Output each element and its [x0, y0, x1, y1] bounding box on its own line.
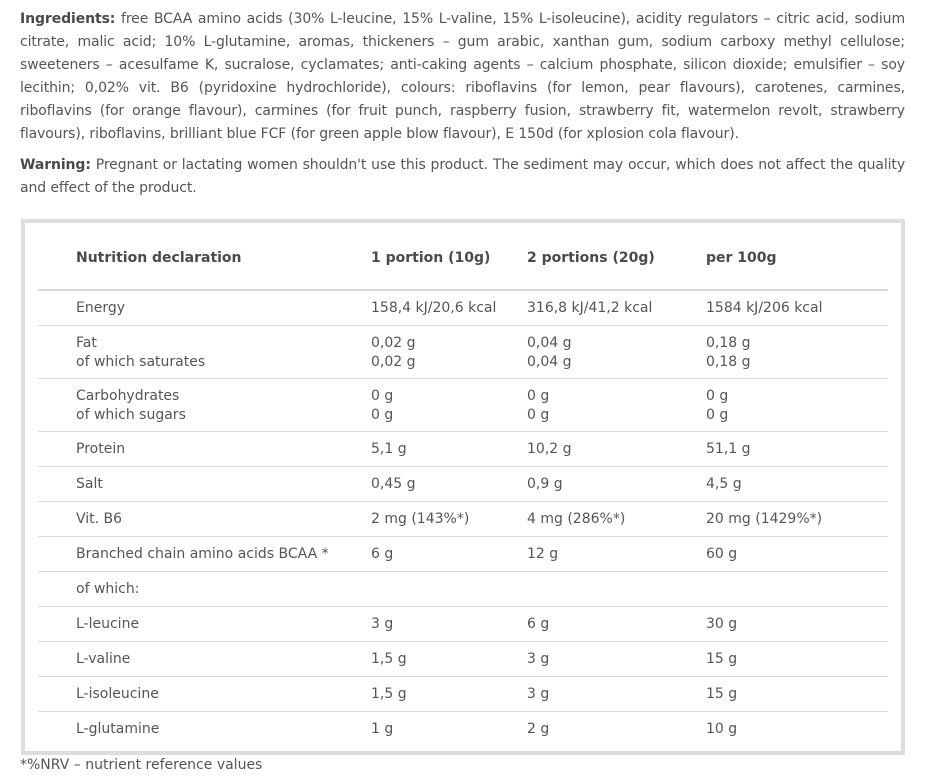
- nutrient-name: L-glutamine: [76, 721, 160, 737]
- value-2-portions: 12 g: [527, 546, 559, 562]
- value-2-portions: 316,8 kJ/41,2 kcal: [527, 300, 653, 316]
- value-sub: 0,02 g: [371, 354, 416, 370]
- value-per-100g: 30 g: [706, 616, 738, 632]
- value-per-100g: 1584 kJ/206 kcal: [706, 300, 823, 316]
- value-1-portion: 2 mg (143%*): [371, 511, 470, 527]
- ingredients-label: Ingredients:: [20, 11, 116, 27]
- value-per-100g: 10 g: [706, 721, 738, 737]
- value-1-portion: 3 g: [371, 616, 394, 632]
- nutrient-main: Fat: [76, 335, 97, 351]
- value-per-100g: 51,1 g: [706, 441, 751, 457]
- nutrient-name: Protein: [76, 441, 126, 457]
- header-per-100g: per 100g: [706, 250, 777, 266]
- nutrient-sub: of which sugars: [76, 407, 186, 423]
- value-1-portion: 0,45 g: [371, 476, 416, 492]
- nutrient-sub: of which saturates: [76, 354, 206, 370]
- warning-text: Pregnant or lactating women shouldn't use this product. The sediment may occur, which does not affect the quality and effect of the product.: [20, 157, 905, 196]
- value-1-portion: 1,5 g: [371, 651, 407, 667]
- value-2-portions: 10,2 g: [527, 441, 572, 457]
- nutrient-main: Carbohydrates: [76, 388, 180, 404]
- table-row-l-leucine: [38, 607, 888, 642]
- nutrient-name: L-isoleucine: [76, 686, 159, 702]
- table-row-carbohydrates: [38, 379, 888, 432]
- header-2-portions: 2 portions (20g): [527, 250, 655, 266]
- value-2-portions: 3 g: [527, 686, 550, 702]
- value-per-100g: 15 g: [706, 651, 738, 667]
- nutrient-name: L-leucine: [76, 616, 140, 632]
- value-2-portions: [527, 387, 549, 425]
- nutrition-table-frame: [21, 219, 905, 755]
- value-per-100g: 4,5 g: [706, 476, 742, 492]
- value-sub: 0 g: [371, 407, 394, 423]
- value-1-portion: 6 g: [371, 546, 394, 562]
- table-row-salt: [38, 467, 888, 502]
- value-per-100g: [706, 387, 728, 425]
- table-header-row: [38, 223, 888, 291]
- table-row-l-valine: [38, 642, 888, 677]
- value-sub: 0 g: [706, 407, 729, 423]
- value-main: 0,18 g: [706, 335, 751, 351]
- value-sub: 0,18 g: [706, 354, 751, 370]
- nutrient-name: Branched chain amino acids BCAA *: [76, 546, 329, 562]
- warning-paragraph: [20, 154, 905, 200]
- nutrient-name: Energy: [76, 300, 126, 316]
- value-per-100g: 60 g: [706, 546, 738, 562]
- table-row-protein: [38, 432, 888, 467]
- value-per-100g: 20 mg (1429%*): [706, 511, 823, 527]
- value-sub: 0,04 g: [527, 354, 572, 370]
- value-1-portion: 5,1 g: [371, 441, 407, 457]
- value-2-portions: 2 g: [527, 721, 550, 737]
- nutrient-name: [76, 334, 205, 372]
- warning-label: Warning:: [20, 157, 91, 173]
- value-main: 0,04 g: [527, 335, 572, 351]
- nrv-footnote: *%NRV – nutrient reference values: [20, 757, 263, 773]
- value-2-portions: 0,9 g: [527, 476, 563, 492]
- header-1-portion: 1 portion (10g): [371, 250, 491, 266]
- ingredients-paragraph: [20, 8, 905, 146]
- value-1-portion: [371, 387, 393, 425]
- value-2-portions: [527, 334, 572, 372]
- value-1-portion: 1,5 g: [371, 686, 407, 702]
- value-2-portions: 3 g: [527, 651, 550, 667]
- value-main: 0 g: [527, 388, 550, 404]
- table-row-l-isoleucine: [38, 677, 888, 712]
- table-row-fat: [38, 326, 888, 379]
- value-main: 0 g: [371, 388, 394, 404]
- nutrient-name: L-valine: [76, 651, 131, 667]
- table-row-energy: [38, 291, 888, 326]
- nutrient-name: Salt: [76, 476, 103, 492]
- value-main: 0,02 g: [371, 335, 416, 351]
- value-1-portion: [371, 334, 416, 372]
- value-main: 0 g: [706, 388, 729, 404]
- value-1-portion: 158,4 kJ/20,6 kcal: [371, 300, 497, 316]
- table-row-l-glutamine: [38, 712, 888, 746]
- ingredients-text: free BCAA amino acids (30% L-leucine, 15% L-valine, 15% L-isoleucine), acidity regulators – citric acid, sodium citrate, malic acid; 10% L-glutamine, aromas, thickeners – gum arabic, xanthan gum, sodium carboxy methyl cellulose; sweeteners – acesulfame K, sucralose, cyclamates; anti-caking agents – calcium phosphate, silicon dioxide; emulsifier – soy lecithin; 0,02% vit. B6 (pyridoxine hydrochloride), colours: riboflavins (for lemon, pear flavours), carotenes, carmines, riboflavins (for orange flavour), carmines (for fruit punch, raspberry fusion, strawberry fit, watermelon revolt, strawberry flavours), riboflavins, brilliant blue FCF (for green apple blow flavour), E 150d (for xplosion cola flavour).: [20, 11, 905, 142]
- nutrient-name: of which:: [76, 581, 140, 597]
- value-2-portions: 4 mg (286%*): [527, 511, 626, 527]
- table-row-vit-b6: [38, 502, 888, 537]
- value-1-portion: 1 g: [371, 721, 394, 737]
- table-row-of-which: [38, 572, 888, 607]
- nutrition-table: [38, 223, 888, 746]
- nutrient-name: Vit. B6: [76, 511, 123, 527]
- value-per-100g: 15 g: [706, 686, 738, 702]
- value-sub: 0 g: [527, 407, 550, 423]
- nutrient-name: [76, 387, 186, 425]
- value-per-100g: [706, 334, 751, 372]
- header-nutrition-declaration: Nutrition declaration: [76, 250, 242, 266]
- table-row-bcaa: [38, 537, 888, 572]
- value-2-portions: 6 g: [527, 616, 550, 632]
